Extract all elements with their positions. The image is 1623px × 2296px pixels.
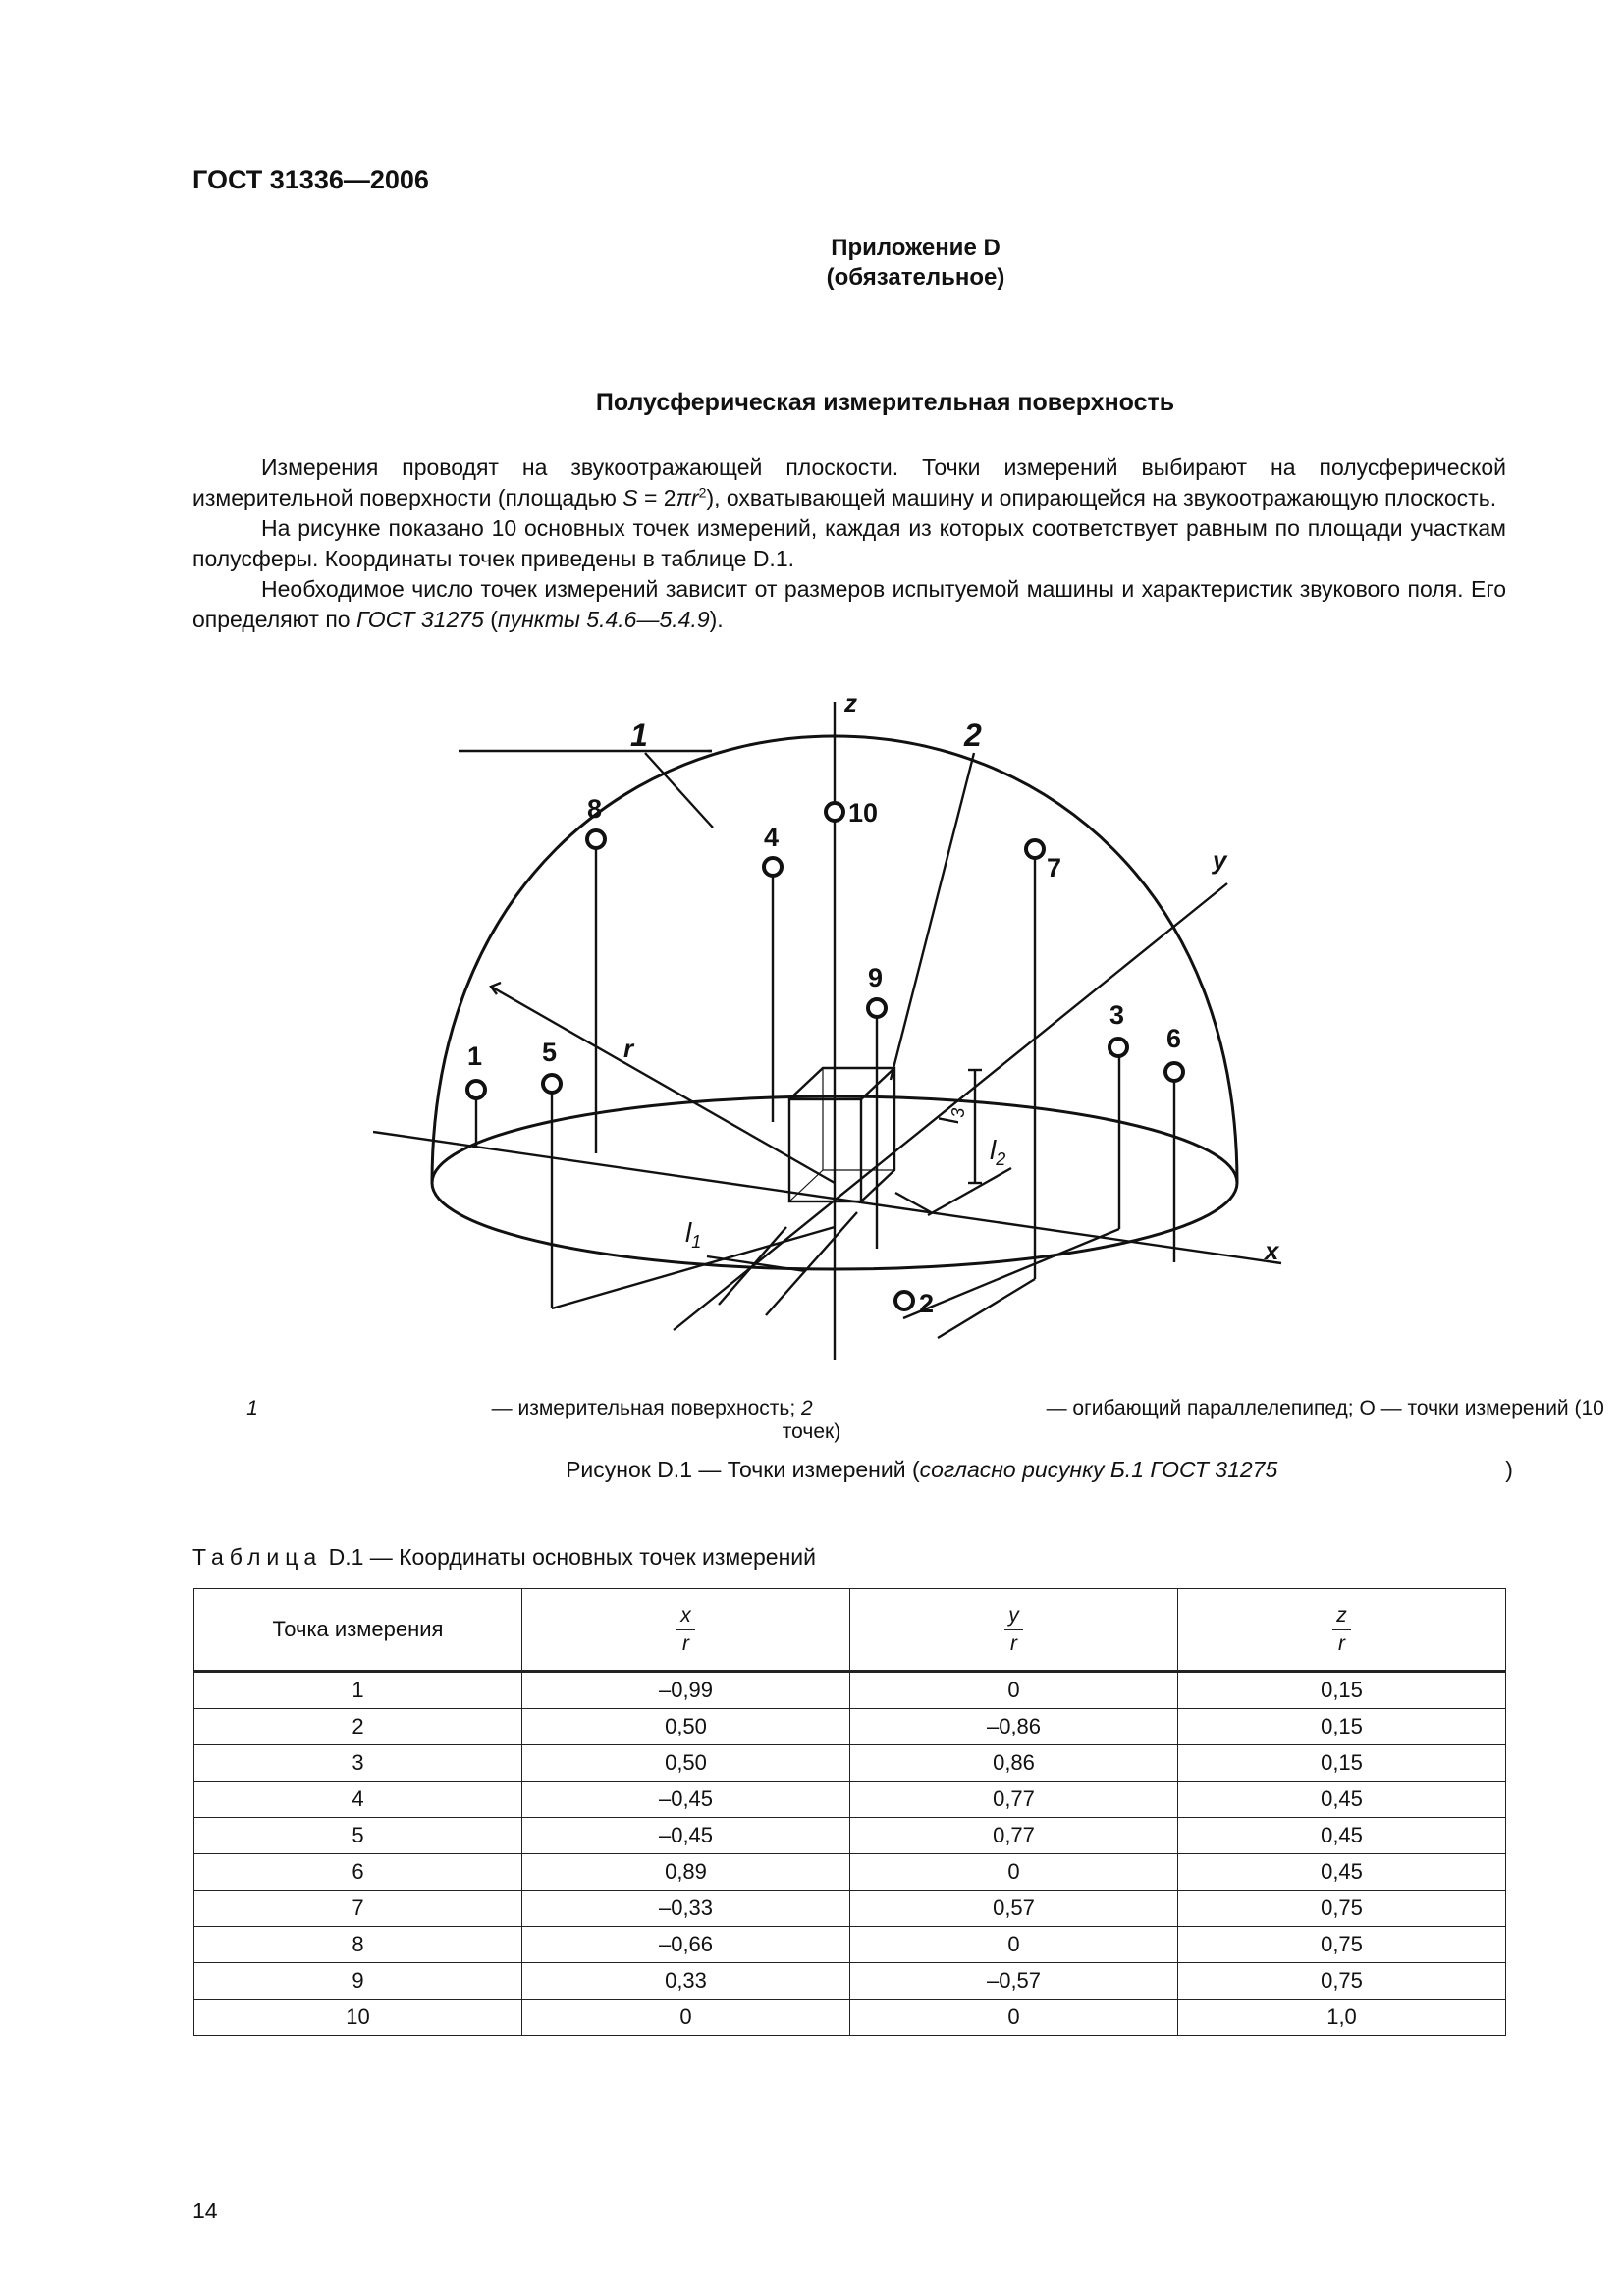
header-z-over-r bbox=[1178, 1589, 1506, 1672]
paragraph-3 bbox=[192, 574, 1506, 635]
axis-label-x: x bbox=[1265, 1236, 1279, 1265]
cell-y: –0,57 bbox=[850, 1963, 1178, 2000]
point-label-1: 1 bbox=[467, 1041, 483, 1071]
cell-z: 0,75 bbox=[1178, 1891, 1506, 1927]
caption-reference: согласно рисунку Б.1 ГОСТ 31275 bbox=[919, 1457, 1278, 1482]
annex-status: (обязательное) bbox=[826, 264, 1005, 291]
header-y-num: y bbox=[1004, 1604, 1023, 1630]
table-row bbox=[194, 1745, 1506, 1782]
cell-x: 0,50 bbox=[522, 1745, 850, 1782]
cell-z: 0,15 bbox=[1178, 1709, 1506, 1745]
cell-point: 9 bbox=[194, 1963, 522, 2000]
header-x-den: r bbox=[682, 1631, 689, 1655]
legend-number-1: 1 bbox=[246, 1397, 258, 1419]
table-title-prefix: Таблица bbox=[192, 1544, 323, 1570]
page-number: 14 bbox=[192, 2198, 218, 2223]
header-x-over-r bbox=[522, 1589, 850, 1672]
table-header-row bbox=[194, 1589, 1506, 1672]
measurement-point-9 bbox=[868, 999, 886, 1017]
measurement-point-8 bbox=[587, 830, 605, 848]
axis-label-z: z bbox=[844, 692, 857, 718]
cell-point: 7 bbox=[194, 1891, 522, 1927]
formula-pi-r: πr bbox=[676, 485, 699, 510]
cell-x: –0,33 bbox=[522, 1891, 850, 1927]
paragraph-3-text-c: ). bbox=[709, 607, 724, 632]
paragraph-1 bbox=[192, 453, 1506, 513]
measurement-point-3 bbox=[1109, 1039, 1127, 1056]
dimension-l2: $l_2$ bbox=[990, 1135, 1006, 1169]
x-axis bbox=[373, 1132, 1281, 1263]
document-code: ГОСТ 31336—2006 bbox=[192, 165, 429, 194]
annex-title: Приложение D bbox=[831, 235, 1001, 261]
header-x-num: x bbox=[676, 1604, 695, 1630]
header-y-over-r bbox=[850, 1589, 1178, 1672]
table-row bbox=[194, 1963, 1506, 2000]
header-y-den: r bbox=[1010, 1631, 1017, 1655]
point-label-8: 8 bbox=[587, 794, 603, 824]
cell-point: 1 bbox=[194, 1672, 522, 1709]
callout-label-1: 1 bbox=[630, 718, 648, 753]
cell-z: 0,45 bbox=[1178, 1782, 1506, 1818]
section-title bbox=[0, 389, 1623, 417]
dimension-l1: $l_1$ bbox=[685, 1217, 702, 1252]
body-text bbox=[192, 453, 1506, 635]
table-row bbox=[194, 2000, 1506, 2036]
measurement-point-1 bbox=[467, 1081, 485, 1098]
cell-x: –0,66 bbox=[522, 1927, 850, 1963]
legend-number-2: 2 bbox=[801, 1397, 813, 1419]
measurement-point-10 bbox=[826, 803, 843, 821]
coordinates-table bbox=[193, 1588, 1506, 2036]
cell-x: –0,45 bbox=[522, 1818, 850, 1854]
cell-y: 0 bbox=[850, 2000, 1178, 2036]
cell-z: 0,75 bbox=[1178, 1927, 1506, 1963]
radius-label: r bbox=[623, 1034, 634, 1063]
table-row bbox=[194, 1782, 1506, 1818]
formula-s: S bbox=[622, 485, 638, 510]
hemisphere-figure bbox=[373, 692, 1296, 1360]
cell-x: 0,33 bbox=[522, 1963, 850, 2000]
caption-suffix: ) bbox=[1505, 1457, 1513, 1482]
cell-x: 0,50 bbox=[522, 1709, 850, 1745]
cell-y: 0,77 bbox=[850, 1782, 1178, 1818]
cell-y: 0,86 bbox=[850, 1745, 1178, 1782]
table-row bbox=[194, 1672, 1506, 1709]
point-label-3: 3 bbox=[1109, 1000, 1125, 1030]
legend-text-1: — измерительная поверхность; bbox=[485, 1397, 802, 1419]
paragraph-2: На рисунке показано 10 основных точек измерений, каждая из которых соответствует равным по площади участкам полусферы. Координаты точек приведены в таблице D.1. bbox=[192, 515, 1506, 571]
point-label-6: 6 bbox=[1166, 1024, 1182, 1053]
cell-z: 1,0 bbox=[1178, 2000, 1506, 2036]
figure-legend bbox=[0, 1397, 1623, 1444]
header-z-den: r bbox=[1338, 1631, 1345, 1655]
cell-point: 4 bbox=[194, 1782, 522, 1818]
cell-point: 5 bbox=[194, 1818, 522, 1854]
cell-x: –0,45 bbox=[522, 1782, 850, 1818]
table-row bbox=[194, 1854, 1506, 1891]
paragraph-1-text-b: ), охватывающей машину и опирающейся на звукоотражающую плоскость. bbox=[706, 485, 1497, 510]
table-title-text: D.1 — Координаты основных точек измерений bbox=[322, 1544, 816, 1570]
cell-point: 8 bbox=[194, 1927, 522, 1963]
cell-z: 0,75 bbox=[1178, 1963, 1506, 2000]
cell-z: 0,45 bbox=[1178, 1854, 1506, 1891]
cell-point: 2 bbox=[194, 1709, 522, 1745]
section-title-text: Полусферическая измерительная поверхность bbox=[595, 389, 1175, 416]
cell-y: –0,86 bbox=[850, 1709, 1178, 1745]
dimension-l3: $l_3$ bbox=[934, 1107, 968, 1124]
paragraph-3-standard-ref: ГОСТ 31275 bbox=[355, 607, 484, 632]
point-label-10: 10 bbox=[848, 798, 879, 828]
cell-x: 0 bbox=[522, 2000, 850, 2036]
cell-y: 0 bbox=[850, 1854, 1178, 1891]
cell-y: 0 bbox=[850, 1927, 1178, 1963]
formula-eq: = 2 bbox=[637, 485, 676, 510]
cell-point: 10 bbox=[194, 2000, 522, 2036]
axis-label-y: y bbox=[1213, 845, 1227, 875]
cell-z: 0,15 bbox=[1178, 1672, 1506, 1709]
cell-point: 3 bbox=[194, 1745, 522, 1782]
table-row bbox=[194, 1818, 1506, 1854]
callout-label-2: 2 bbox=[964, 718, 982, 753]
paragraph-3-points-ref: пункты 5.4.6—5.4.9 bbox=[497, 607, 710, 632]
figure-caption-text bbox=[338, 1457, 1513, 1482]
figure-caption bbox=[0, 1457, 1623, 1483]
cell-z: 0,15 bbox=[1178, 1745, 1506, 1782]
point-label-5: 5 bbox=[542, 1038, 558, 1067]
paragraph-1-text-a: Измерения проводят на звукоотражающей плоскости. Точки измерений выбирают на полусферической измерительной поверхности (площадью bbox=[192, 454, 1506, 510]
table-row bbox=[194, 1709, 1506, 1745]
measurement-point-2 bbox=[895, 1292, 913, 1309]
legend-text bbox=[246, 1397, 1604, 1443]
paragraph-3-text-a: Необходимое число точек измерений зависит от размеров испытуемой машины и характеристик звукового поля. Его определяют по bbox=[192, 576, 1506, 632]
cell-x: –0,99 bbox=[522, 1672, 850, 1709]
measurement-point-7 bbox=[1026, 840, 1044, 858]
measurement-point-5 bbox=[543, 1075, 561, 1093]
caption-prefix: Рисунок D.1 — Точки измерений ( bbox=[566, 1457, 920, 1482]
cell-y: 0,77 bbox=[850, 1818, 1178, 1854]
table-title bbox=[192, 1544, 816, 1571]
legend-text-2: — огибающий параллелепипед; О — точки измерений (10 точек) bbox=[782, 1397, 1604, 1443]
cell-x: 0,89 bbox=[522, 1854, 850, 1891]
measurement-point-6 bbox=[1165, 1063, 1183, 1081]
header-point: Точка измерения bbox=[194, 1589, 522, 1672]
point-label-9: 9 bbox=[868, 963, 884, 992]
cell-z: 0,45 bbox=[1178, 1818, 1506, 1854]
annex-heading bbox=[0, 234, 1623, 293]
paragraph-3-text-b: ( bbox=[483, 607, 498, 632]
point-label-7: 7 bbox=[1047, 853, 1062, 882]
table-row bbox=[194, 1927, 1506, 1963]
cell-point: 6 bbox=[194, 1854, 522, 1891]
measurement-point-4 bbox=[764, 858, 782, 876]
header-z-num: z bbox=[1332, 1604, 1351, 1630]
table-row bbox=[194, 1891, 1506, 1927]
formula-exponent: 2 bbox=[698, 484, 707, 501]
cell-y: 0 bbox=[850, 1672, 1178, 1709]
point-label-2: 2 bbox=[919, 1289, 935, 1318]
point-label-4: 4 bbox=[764, 823, 780, 852]
cell-y: 0,57 bbox=[850, 1891, 1178, 1927]
